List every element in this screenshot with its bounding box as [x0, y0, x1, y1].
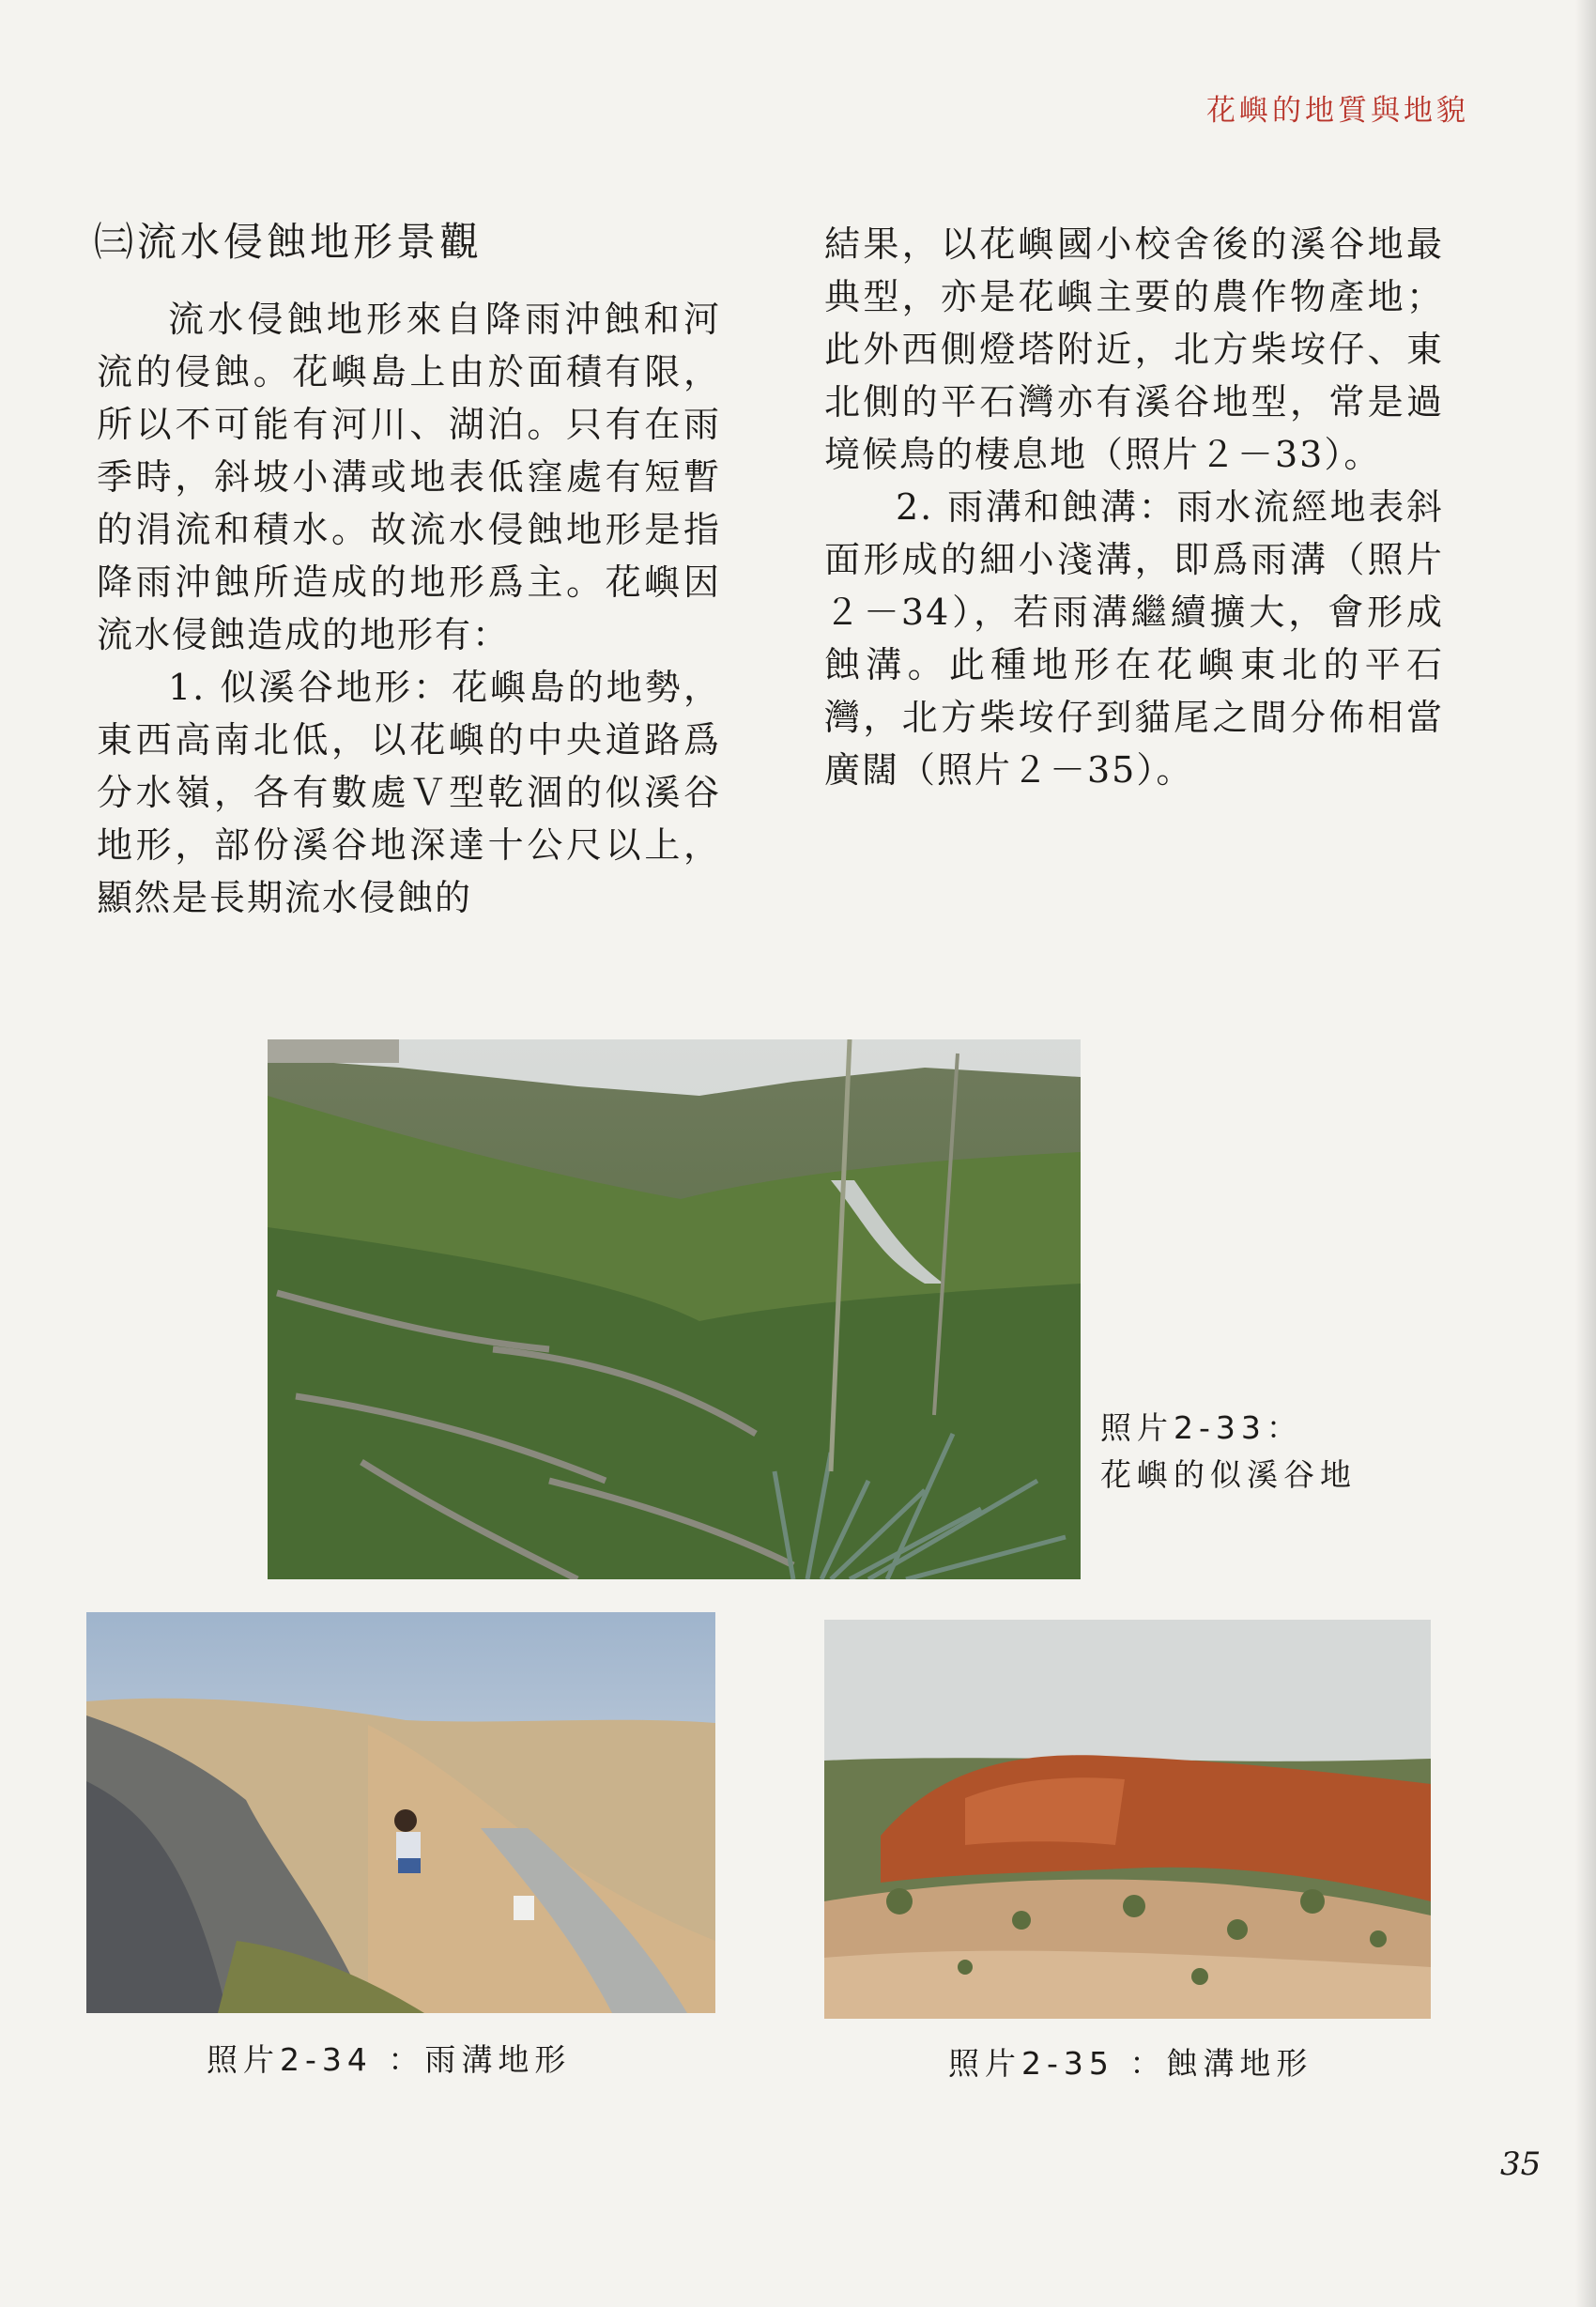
paragraph-rill-gully: 2. 雨溝和蝕溝：雨水流經地表斜面形成的細小淺溝，即爲雨溝（照片２－34），若雨溝繼續擴大，會形成蝕溝。此種地形在花嶼東北的平石灣，北方柴垵仔到貓尾之間分佈相當廣闊（照片２－35）。	[824, 486, 1444, 791]
left-column	[97, 293, 721, 924]
caption-photo-33-line1: 照片2-33：	[1100, 1409, 1303, 1446]
photo-rain-rill-landform	[86, 1612, 715, 2013]
section-title: ㈢流水侵蝕地形景觀	[94, 219, 483, 265]
caption-photo-35: 照片2-35 ：蝕溝地形	[948, 2045, 1313, 2082]
page-edge-shadow	[1575, 0, 1596, 2307]
caption-photo-33-line2: 花嶼的似溪谷地	[1100, 1456, 1357, 1493]
caption-photo-34: 照片2-34 ：雨溝地形	[207, 2041, 572, 2078]
running-head: 花嶼的地質與地貌	[1206, 94, 1469, 128]
paragraph-intro: 流水侵蝕地形來自降雨沖蝕和河流的侵蝕。花嶼島上由於面積有限，所以不可能有河川、湖泊。只有在雨季時，斜坡小溝或地表低窪處有短暫的涓流和積水。故流水侵蝕地形是指降雨沖蝕所造成的地形爲主。花嶼因流水侵蝕造成的地形有：	[97, 299, 721, 655]
paragraph-valley-landform: 1. 似溪谷地形：花嶼島的地勢，東西高南北低，以花嶼的中央道路爲分水嶺，各有數處Ｖ型乾涸的似溪谷地形，部份溪谷地深達十公尺以上，顯然是長期流水侵蝕的	[97, 667, 721, 918]
right-column	[824, 218, 1444, 796]
page-number: 35	[1500, 2146, 1542, 2183]
paragraph-valley-continued: 結果，以花嶼國小校舍後的溪谷地最典型，亦是花嶼主要的農作物產地；此外西側燈塔附近，北方柴垵仔、東北側的平石灣亦有溪谷地型，常是過境候鳥的棲息地（照片２－33）。	[824, 223, 1444, 475]
photo-erosion-gully-landform	[824, 1620, 1431, 2019]
photo-valley-landform	[268, 1039, 1081, 1579]
